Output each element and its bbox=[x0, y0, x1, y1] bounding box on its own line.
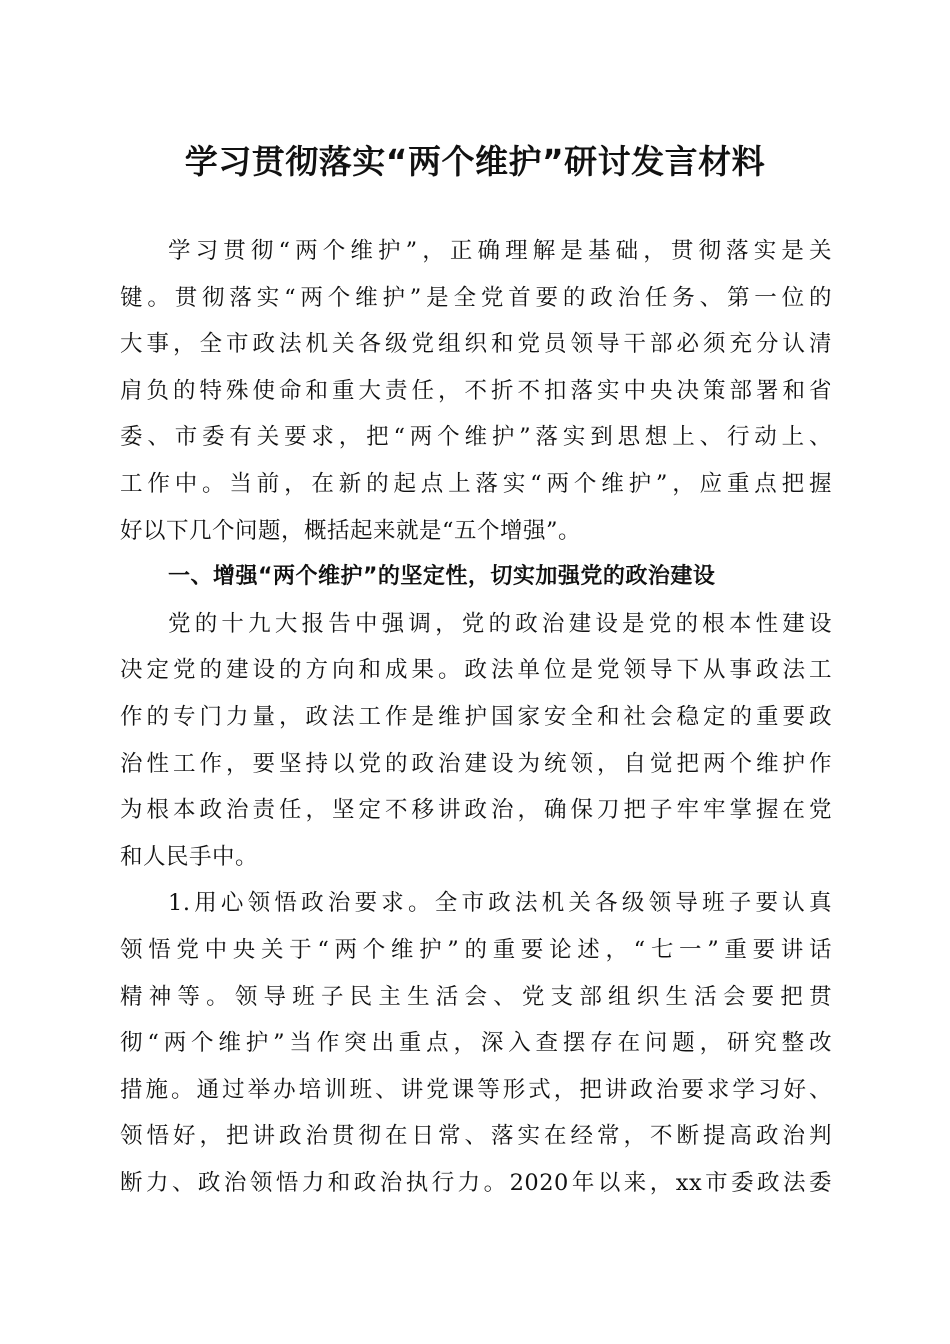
text-line: 决定党的建设的方向和成果。政法单位是党领导下从事政法工 bbox=[120, 657, 832, 684]
text-line: 委、市委有关要求，把“两个维护”落实到思想上、行动上、 bbox=[120, 424, 832, 451]
text-line: 彻“两个维护”当作突出重点，深入查摆存在问题，研究整改 bbox=[120, 1030, 832, 1057]
text-line: 1.用心领悟政治要求。全市政法机关各级领导班子要认真 bbox=[168, 890, 832, 917]
text-line: 肩负的特殊使命和重大责任，不折不扣落实中央决策部署和省 bbox=[120, 377, 832, 404]
paragraph-item-1 bbox=[120, 880, 832, 1206]
text-line: 和人民手中。 bbox=[120, 843, 259, 870]
text-line: 党的十九大报告中强调，党的政治建设是党的根本性建设 bbox=[168, 610, 832, 637]
text-line: 键。贯彻落实“两个维护”是全党首要的政治任务、第一位的 bbox=[120, 284, 832, 311]
text-line: 学习贯彻“两个维护”，正确理解是基础，贯彻落实是关 bbox=[168, 238, 832, 264]
text-line: 作的专门力量，政法工作是维护国家安全和社会稳定的重要政 bbox=[120, 703, 832, 730]
text-line: 为根本政治责任，坚定不移讲政治，确保刀把子牢牢掌握在党 bbox=[120, 797, 832, 824]
document-body bbox=[120, 228, 832, 1206]
text-line: 领悟好，把讲政治贯彻在日常、落实在经常，不断提高政治判 bbox=[120, 1123, 832, 1150]
document-title: 学习贯彻落实“两个维护”研讨发言材料 bbox=[184, 142, 766, 181]
text-line: 大事，全市政法机关各级党组织和党员领导干部必须充分认清 bbox=[120, 331, 832, 358]
paragraph-political-building bbox=[120, 601, 832, 881]
text-line: 治性工作，要坚持以党的政治建设为统领，自觉把两个维护作 bbox=[120, 750, 832, 777]
text-line: 工作中。当前，在新的起点上落实“两个维护”，应重点把握 bbox=[120, 470, 832, 497]
text-line: 领悟党中央关于“两个维护”的重要论述，“七一”重要讲话 bbox=[120, 936, 832, 963]
text-line: 断力、政治领悟力和政治执行力。2020年以来，xx市委政法委 bbox=[120, 1169, 832, 1196]
text-line: 好以下几个问题，概括起来就是“五个增强”。 bbox=[120, 517, 582, 544]
section-heading: 一、增强“两个维护”的坚定性，切实加强党的政治建设 bbox=[168, 564, 716, 590]
text-line: 精神等。领导班子民主生活会、党支部组织生活会要把贯 bbox=[120, 983, 832, 1010]
text-line: 措施。通过举办培训班、讲党课等形式，把讲政治要求学习好、 bbox=[120, 1076, 832, 1103]
paragraph-intro bbox=[120, 228, 832, 554]
